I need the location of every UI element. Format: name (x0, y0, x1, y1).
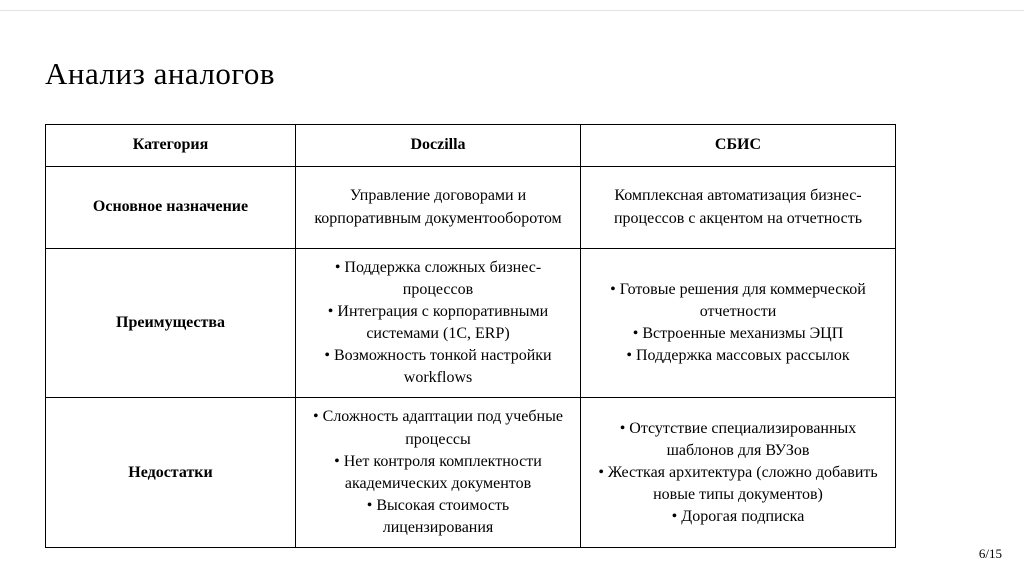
bullet-item: • Сложность адаптации под учебные процессы (313, 408, 563, 448)
slide-top-divider (0, 10, 1024, 11)
cell-disadvantages-doczilla (296, 398, 581, 547)
column-header-doczilla: Doczilla (296, 125, 581, 167)
row-label-disadvantages: Недостатки (46, 398, 296, 547)
slide-title: Анализ аналогов (45, 56, 275, 91)
table-row-purpose (46, 167, 896, 249)
cell-text: Управление договорами и корпоративным документооборотом (314, 187, 562, 227)
row-label-advantages: Преимущества (46, 249, 296, 398)
bullet-item: • Интеграция с корпоративными системами (1С, ERP) (327, 303, 549, 343)
table-row-disadvantages (46, 398, 896, 547)
bullet-item: • Высокая стоимость лицензирования (366, 496, 510, 536)
table-row-advantages (46, 249, 896, 398)
cell-purpose-sbis (581, 167, 896, 249)
bullet-item: • Встроенные механизмы ЭЦП (632, 325, 844, 343)
column-header-sbis: СБИС (581, 125, 896, 167)
page-number: 6/15 (978, 546, 1002, 561)
bullet-item: • Нет контроля комплектности академических документов (334, 452, 542, 492)
cell-disadvantages-sbis (581, 398, 896, 547)
column-header-category: Категория (46, 125, 296, 167)
bullet-item: • Отсутствие специализированных шаблонов для ВУЗов (619, 419, 857, 459)
bullet-item: • Дорогая подписка (671, 507, 805, 525)
cell-advantages-doczilla (296, 249, 581, 398)
comparison-table (45, 124, 896, 548)
row-label-purpose: Основное назначение (46, 167, 296, 249)
cell-advantages-sbis (581, 249, 896, 398)
bullet-item: • Поддержка массовых рассылок (626, 347, 850, 365)
table-header-row (46, 125, 896, 167)
bullet-item: • Возможность тонкой настройки workflows (324, 347, 552, 387)
bullet-item: • Поддержка сложных бизнес-процессов (334, 259, 542, 299)
cell-purpose-doczilla (296, 167, 581, 249)
bullet-item: • Жесткая архитектура (сложно добавить новые типы документов) (598, 463, 878, 503)
bullet-item: • Готовые решения для коммерческой отчетности (610, 281, 866, 321)
cell-text: Комплексная автоматизация бизнес-процессов с акцентом на отчетность (613, 187, 863, 227)
